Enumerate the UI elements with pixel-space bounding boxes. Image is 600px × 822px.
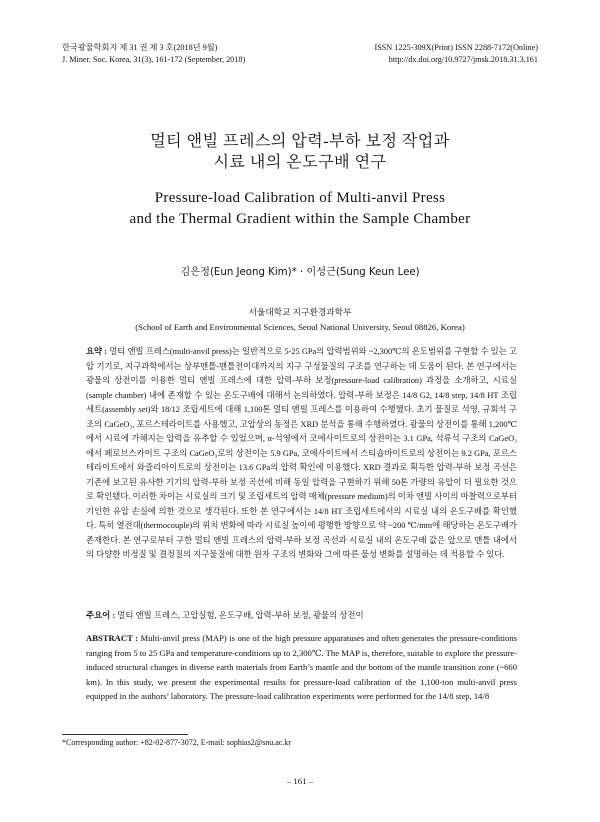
keywords-text: 멀티 앤빌 프레스, 고압실험, 온도구배, 압력-부하 보정, 광물의 상전이 (117, 611, 364, 620)
corresponding-author-footnote: *Corresponding author: +82-02-877-3072, E-mail: sophias2@snu.ac.kr (62, 738, 291, 747)
affiliation-english: (School of Earth and Environmental Sciences, Seoul National University, Seoul 08826, Korea) (135, 322, 465, 332)
affiliation (0, 305, 600, 335)
english-title-line-2: and the Thermal Gradient within the Sample Chamber (129, 211, 471, 227)
page-number: – 161 – (286, 776, 314, 786)
korean-abstract-label: 요약 : (86, 347, 108, 356)
doi-link[interactable]: http://dx.doi.org/10.9727/jmsk.2018.31.3.161 (388, 55, 538, 64)
korean-title-line-2: 시료 내의 온도구배 연구 (213, 154, 387, 171)
keywords-label: 주요어 : (86, 611, 116, 620)
journal-citation (62, 42, 245, 66)
footnote-divider (62, 734, 188, 735)
english-abstract (86, 631, 517, 704)
journal-identifiers (374, 42, 538, 66)
korean-title (0, 131, 600, 173)
affiliation-korean: 서울대학교 지구환경과학부 (248, 307, 352, 317)
english-title (0, 188, 600, 230)
author-list: 김은정(Eun Jeong Kim)* · 이성근(Sung Keun Lee) (180, 267, 420, 278)
journal-name-korean: 한국광물학회지 제 31 권 제 3 호(2018년 9월) (62, 43, 218, 52)
issn: ISSN 1225-309X(Print) ISSN 2288-7172(Online) (374, 43, 538, 52)
korean-abstract-text: 멀티 앤빌 프레스(multi-anvil press)는 일반적으로 5-25 GPa의 압력범위와 ~2,300℃의 온도범위를 구현할 수 있는 고압 기기로, 지구과학에서는 상부맨틀-맨틀전이대까지의 지구 구성물질의 구조를 연구하는 데 도움이 된다. 본 연구에서는 광물의 상전이를 이용한 멀티 앤빌 프레스에 대한 압력-부하 보정(pressure-load calibration) 과정을 소개하고, 시료실(sample chamber) 내에 존재할 수 있는 온도구배에 대해서 논의하였다. 압력-부하 보정은 14/8 G2, 14/8 step, 14/8 HT 조립세트(assembly set)와 18/12 조립세트에 대해 1,100톤 멀티 앤빌 프레스를 이용하여 수행했다. 초기 물질로 석영, 규회석 구조의 CaGeO₃, 포르스테라이트를 사용했고, 고압상의 동정은 XRD 분석을 통해 수행하였다. 광물의 상전이를 통해 1,200℃에서 시료에 가해지는 압력을 유추할 수 있었으며, α-석영에서 코에사이트로의 상전이는 3.1 GPa, 석류석 구조의 CaGeO₃에서 페로브스카이트 구조의 CaGeO₃로의 상전이는 5.9 GPa, 코에사이트에서 스티숍바이트로의 상전이는 9.2 GPa, 포르스테라이트에서 와즐리아이트로의 상전이는 13.6 GPa의 압력 확인에 이용했다. XRD 결과로 획득한 압력-부하 보정 곡선은 기존에 보고된 유사한 기기의 압력-부하 보정 곡선에 비해 동일 압력을 구현하기 위해 50톤 가량의 유압이 더 필요한 것으로 확인됐다. 이러한 차이는 시료실의 크기 및 조립세트의 압력 매체(pressure medium)의 이차 앤빌 사이의 마찰력으로부터 기인한 유압 손실에 의한 것으로 생각된다. 또한 본 연구에서는 14/8 HT 조립세트에서의 시료실 내의 온도구배를 확인했다. 특히 열전대(thermocouple)의 위치 변화에 따라 시료실 높이에 평행한 방향으로 약 ~200 ℃/mm에 해당하는 온도구배가 존재한다. 본 연구로부터 구한 멀티 앤빌 프레스의 압력-부하 보정 곡선과 시료실 내의 온도구배 값은 앞으로 맨틀 내에서의 다양한 비정질 및 결정질의 지구물질에 대한 원자 구조의 변화와 그에 따른 물성 변화를 설명하는 데 적용할 수 있다. (86, 347, 517, 559)
korean-title-line-1: 멀티 앤빌 프레스의 압력-부하 보정 작업과 (150, 133, 450, 150)
journal-name-english: J. Miner. Soc. Korea, 31(3), 161-172 (September, 2018) (62, 55, 246, 64)
keywords (86, 609, 517, 621)
english-abstract-text: Multi-anvil press (MAP) is one of the high pressure apparatuses and often generates the pressure-conditions ranging from 5 to 25 GPa and temperature-conditions up to 2,300℃. The MAP is, therefore, suitable to explore the pressure-induced structural changes in diverse earth materials from Earth’s mantle and the bottom of the mantle transition zone (~660 km). In this study, we present the experimental results for pressure-load calibration of the 1,100-ton multi-anvil press equipped in the authors’ laboratory. The pressure-load calibration experiments were performed for the 14/8 step, 14/8 (86, 633, 517, 702)
english-abstract-label: ABSTRACT : (86, 633, 139, 643)
english-title-line-1: Pressure-load Calibration of Multi-anvil Press (154, 190, 446, 206)
korean-abstract (86, 345, 517, 563)
